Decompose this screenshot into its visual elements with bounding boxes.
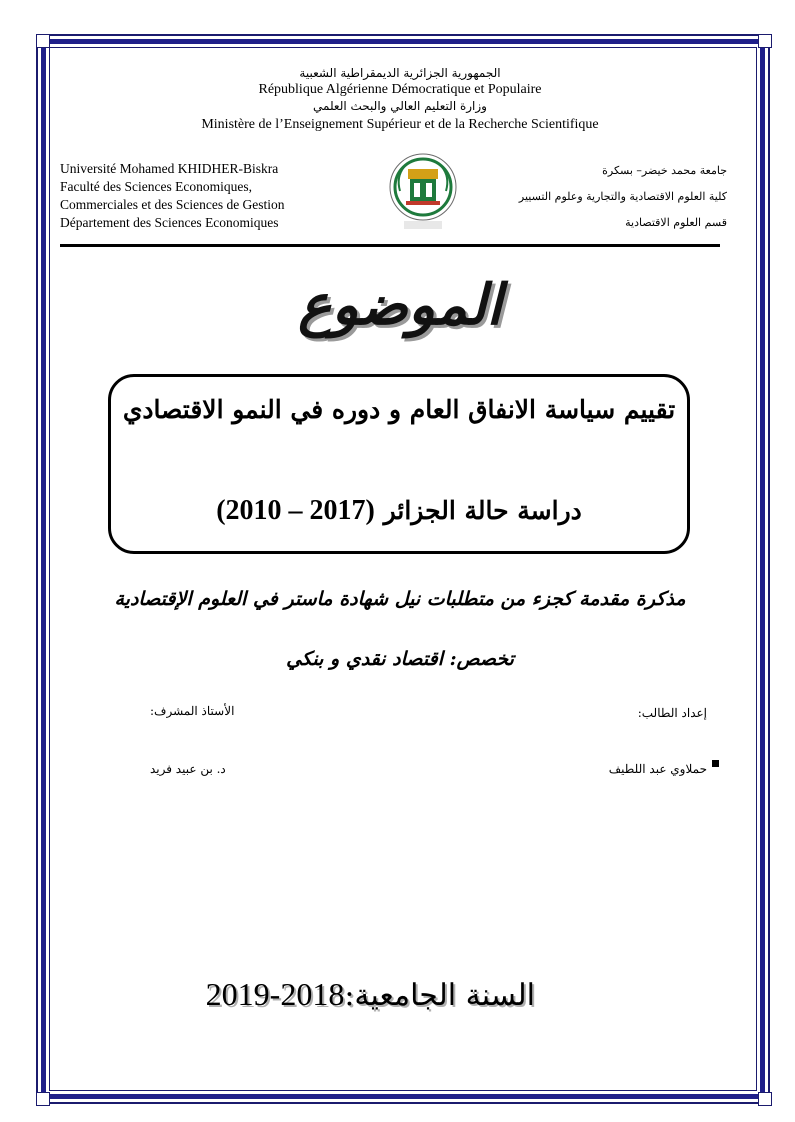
border-corner-bottom-right [758, 1092, 772, 1106]
faculty-name-fr-line1: Faculté des Sciences Economiques, [60, 179, 252, 194]
thesis-title-line1: تقييم سياسة الانفاق العام و دوره في النمو الاقتصادي [122, 395, 676, 424]
department-name-ar: قسم العلوم الاقتصادية [625, 216, 727, 229]
academic-year-value: 2019-2018 [205, 976, 345, 1012]
border-corner-bottom-left [36, 1092, 50, 1106]
thesis-statement: مذكرة مقدمة كجزء من متطلبات نيل شهادة ماستر في العلوم الإقتصادية [114, 588, 686, 610]
university-info-french [60, 160, 360, 232]
prepared-by-label: إعداد الطالب: [637, 706, 707, 720]
supervisor-label: الأستاذ المشرف: [150, 704, 235, 718]
university-info-arabic [427, 158, 727, 236]
university-name-ar: جامعة محمد خيضر– بسكرة [602, 164, 727, 177]
ministry-name-arabic: وزارة التعليم العالي والبحث العلمي [313, 99, 487, 113]
case-study-years: (2010 – 2017) [216, 495, 375, 526]
academic-year-label: السنة الجامعية: [344, 978, 535, 1013]
border-corner-top-right [758, 34, 772, 48]
subject-heading: الموضوع [298, 272, 502, 338]
case-study-text: دراسة حالة الجزائر [383, 496, 582, 525]
university-name-fr: Université Mohamed KHIDHER-Biskra [60, 161, 279, 176]
student-name: حملاوي عبد اللطيف [608, 762, 707, 776]
academic-year [205, 976, 535, 1013]
header-divider [60, 244, 720, 247]
thesis-title-box [108, 374, 690, 554]
republic-name-french: République Algérienne Démocratique et Populaire [258, 82, 542, 97]
square-bullet-icon [712, 760, 719, 767]
department-name-fr: Département des Sciences Economiques [60, 215, 279, 230]
supervisor-name: د. بن عبيد فريد [150, 762, 226, 776]
faculty-name-fr-line2: Commerciales et des Sciences de Gestion [60, 197, 285, 212]
specialization: تخصص: اقتصاد نقدي و بنكي [286, 648, 514, 670]
faculty-name-ar: كلية العلوم الاقتصادية والتجارية وعلوم التسيير [518, 190, 727, 203]
ministry-name-french: Ministère de l’Enseignement Supérieur et de la Recherche Scientifique [201, 117, 599, 132]
border-corner-top-left [36, 34, 50, 48]
thesis-title-line2 [111, 495, 687, 527]
republic-name-arabic: الجمهورية الجزائرية الديمقراطية الشعبية [299, 66, 501, 80]
